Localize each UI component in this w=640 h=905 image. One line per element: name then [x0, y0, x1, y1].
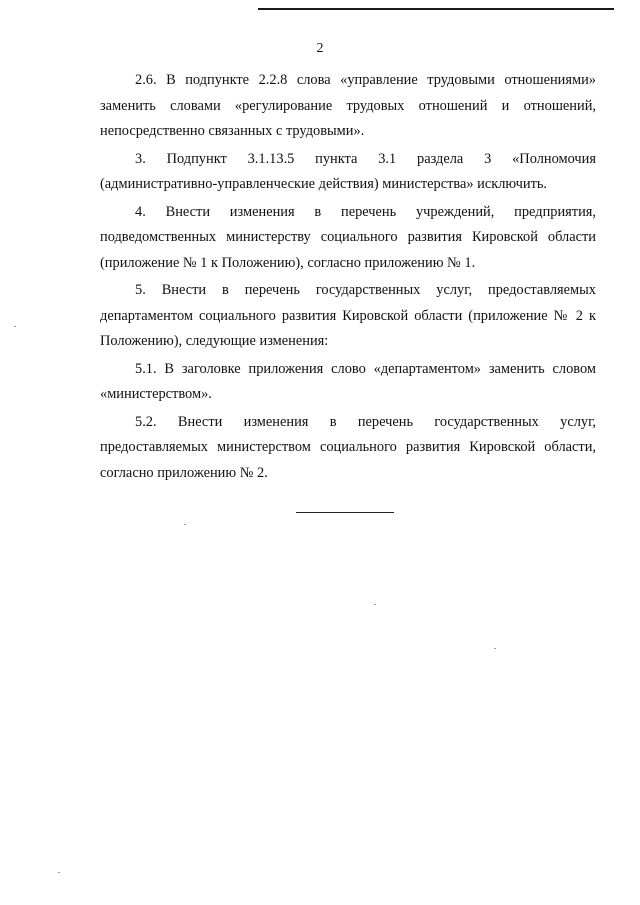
scan-speck: [374, 604, 376, 605]
end-of-text-line: [296, 512, 394, 513]
paragraph-5-2: 5.2. Внести изменения в перечень государственных услуг, предоставляемых министерством социального развития Кировской области, согласно приложению № 2.: [100, 413, 596, 481]
paragraph-3: 3. Подпункт 3.1.13.5 пункта 3.1 раздела 3 «Полномочия (административно-управленческие действия) министерства» исключить.: [100, 150, 596, 192]
paragraph-2-6: 2.6. В подпункте 2.2.8 слова «управление трудовыми отношениями» заменить словами «регулирование трудовых отношений и отношений, непосредственно связанных с трудовыми».: [100, 72, 596, 139]
paragraph-4: 4. Внести изменения в перечень учреждений, предприятия, подведомственных министерству социального развития Кировской области (приложение № 1 к Положению), согласно приложению № 1.: [100, 203, 596, 271]
scan-speck: [184, 524, 186, 525]
top-border-line: [258, 8, 614, 10]
scan-speck: [58, 872, 60, 873]
document-body: [100, 68, 596, 488]
paragraph-5: 5. Внести в перечень государственных услуг, предоставляемых департаментом социального развития Кировской области (приложение № 2 к Положению), следующие изменения:: [100, 282, 596, 349]
page-number: 2: [316, 41, 324, 56]
paragraph-5-1: 5.1. В заголовке приложения слово «департаментом» заменить словом «министерством».: [100, 360, 596, 402]
scan-speck: [14, 326, 16, 327]
scan-speck: [494, 648, 496, 649]
